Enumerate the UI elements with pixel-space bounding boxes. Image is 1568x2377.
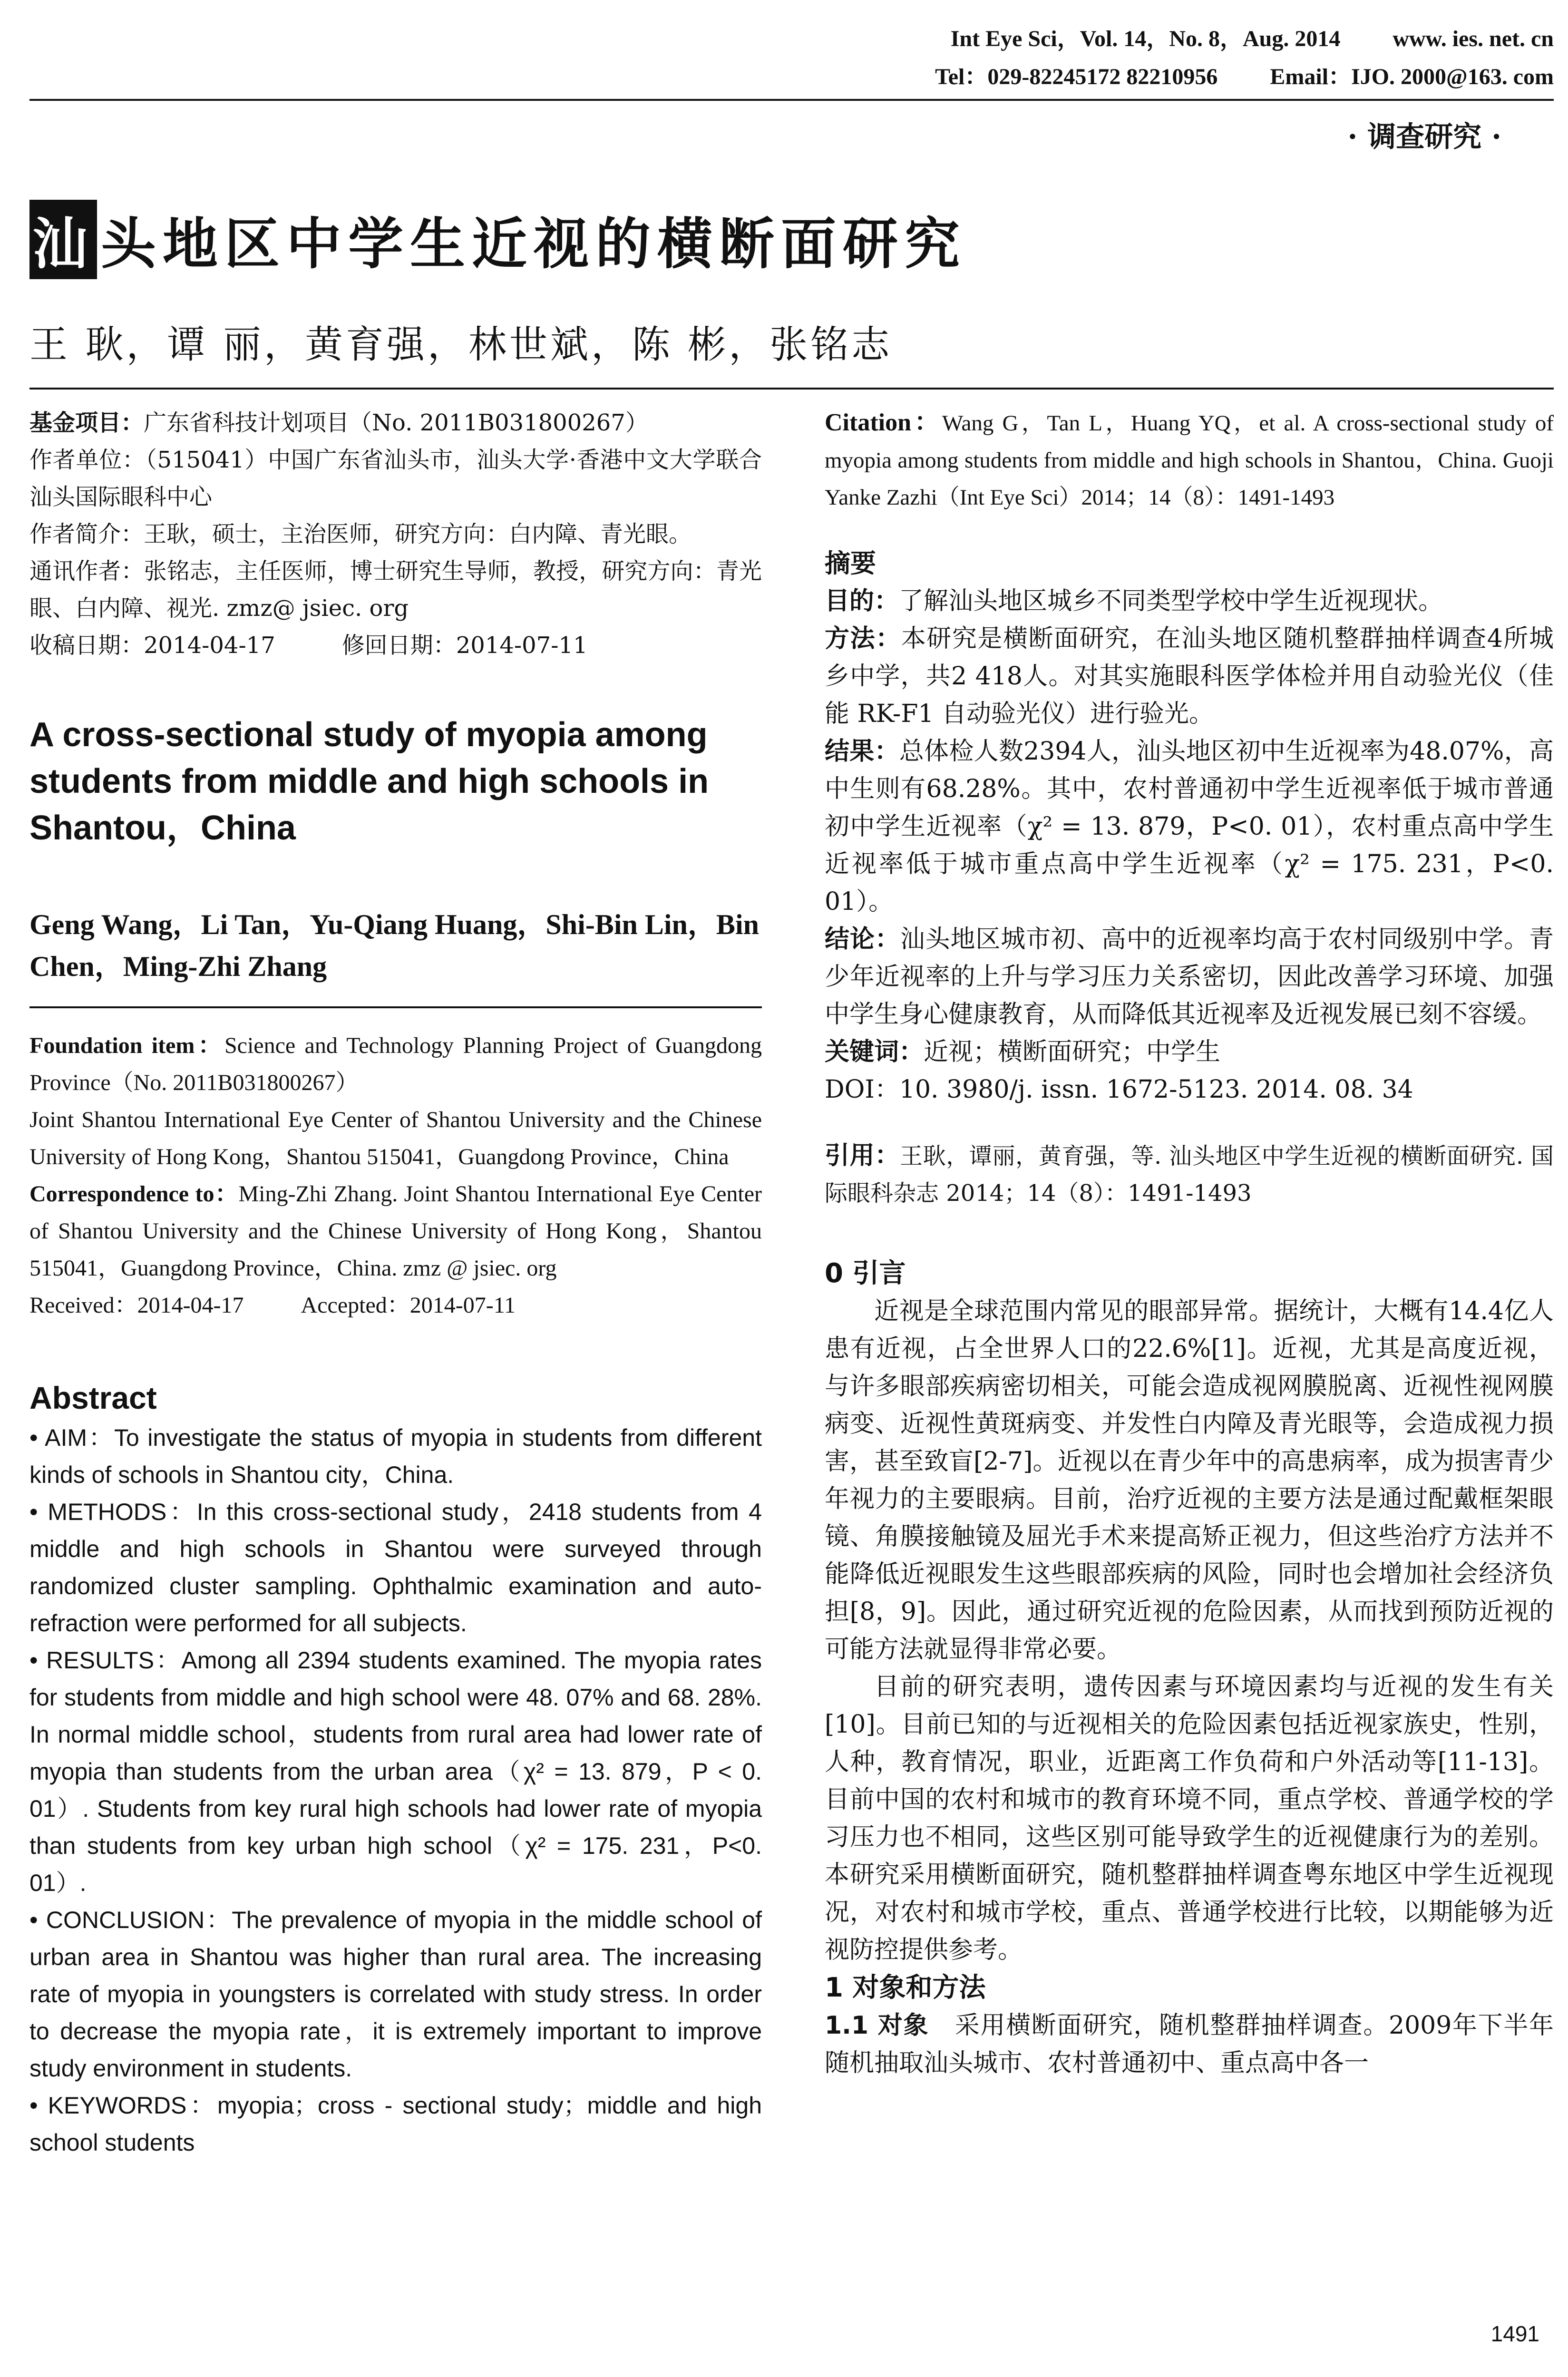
- unit-cn: 作者单位：（515041）中国广东省汕头市，汕头大学·香港中文大学联合汕头国际眼科中心: [29, 447, 762, 510]
- doi: DOI：10. 3980/j. issn. 1672-5123. 2014. 08. 34: [825, 1075, 1413, 1104]
- corr-en: Correspondence to：Ming-Zhi Zhang. Joint Shantou International Eye Center of Shantou University and the Chinese University of Hong Kong，Shantou 515041，Guangdong Province，China. zmz @ jsiec. org: [29, 1181, 762, 1281]
- cn-aim: 目的：了解汕头地区城乡不同类型学校中学生近视现状。: [825, 587, 1443, 615]
- page-number: 1491: [1490, 2321, 1539, 2346]
- english-title: A cross-sectional study of myopia among students from middle and high schools in Shantou，China: [29, 716, 709, 847]
- journal-website: www. ies. net. cn: [1393, 26, 1554, 51]
- header-rule: [29, 99, 1554, 101]
- english-meta: [29, 1027, 762, 1324]
- abstract-conclusion: • CONCLUSION：The prevalence of myopia in the middle school of urban area in Shantou was higher than rural area. The increasing rate of myopia in youngsters is correlated with study stress. In order to decrease the myopia rate，it is extremely important to improve study environment in students.: [29, 1907, 762, 2082]
- corr-cn: 通讯作者：张铭志，主任医师，博士研究生导师，教授，研究方向：青光眼、白内障、视光. zmz@ jsiec. org: [29, 558, 762, 622]
- cn-keywords: 关键词：近视；横断面研究；中学生: [825, 1038, 1221, 1066]
- received-en: Received：2014-04-17: [29, 1293, 244, 1318]
- abstract-heading: Abstract: [29, 1380, 157, 1415]
- intro-paragraph-1: 近视是全球范围内常见的眼部异常。据统计，大概有14.4亿人患有近视，占全世界人口的22.6%[1]。近视，尤其是高度近视，与许多眼部疾病密切相关，可能会造成视网膜脱离、近视性视网膜病变、近视性黄斑病变、并发性白内障及青光眼等，会造成视力损害，甚至致盲[2-7]。近视以在青少年中的高患病率，成为损害青少年视力的主要眼病。目前，治疗近视的主要方法是通过配戴框架眼镜、角膜接触镜及屈光手术来提高矫正视力，但这些治疗方法并不能降低近视眼发生这些眼部疾病的风险，同时也会增加社会经济负担[8，9]。因此，通过研究近视的危险因素，从而找到预防近视的可能方法就显得非常必要。: [825, 1297, 1554, 1664]
- abstract-results: • RESULTS：Among all 2394 students examined. The myopia rates for students from middle and high school were 48. 07% and 68. 28%. In normal middle school，students from rural area had lower rate of myopia than students from the urban area（χ² = 13. 879，P < 0. 01）. Students from key rural high schools had lower rate of myopia than students from key urban high school（χ² = 175. 231，P<0. 01）.: [29, 1647, 762, 1896]
- contact-header: [935, 58, 1554, 91]
- methods-heading: 1 对象和方法: [825, 1972, 986, 2003]
- subjects-paragraph: 1.1 对象 采用横断面研究，随机整群抽样调查。2009年下半年随机抽取汕头城市、农村普通初中、重点高中各一: [825, 2011, 1554, 2077]
- authors-cn: 王 耿，谭 丽，黄育强，林世斌，陈 彬，张铭志: [29, 322, 893, 367]
- abstract-aim: • AIM：To investigate the status of myopia in students from different kinds of schools in Shantou city，China.: [29, 1424, 762, 1488]
- journal-tel: Tel：029-82245172 82210956: [935, 64, 1218, 89]
- foundation-en: Foundation item：Science and Technology Planning Project of Guangdong Province（No. 2011B031800267）: [29, 1033, 762, 1095]
- abstract-en: [29, 1419, 762, 2161]
- abstract-methods: • METHODS：In this cross-sectional study，2418 students from 4 middle and high schools in Shantou were surveyed through randomized cluster sampling. Ophthalmic examination and auto-refraction were performed for all subjects.: [29, 1499, 762, 1637]
- intro-paragraph-2: 目前的研究表明，遗传因素与环境因素均与近视的发生有关[10]。目前已知的与近视相关的危险因素包括近视家族史，性别，人种，教育情况，职业，近距离工作负荷和户外活动等[11-13]。目前中国的农村和城市的教育环境不同，重点学校、普通学校的学习压力也不相同，这些区别可能导致学生的近视健康行为的差别。本研究采用横断面研究，随机整群抽样调查粤东地区中学生近视现况，对农村和城市学校，重点、普通学校进行比较，以期能够为近视防控提供参考。: [825, 1673, 1554, 1964]
- cn-abstract-heading: 摘要: [825, 548, 876, 578]
- bio-cn: 作者简介：王耿，硕士，主治医师，研究方向：白内障、青光眼。: [29, 521, 692, 547]
- cn-results: 结果：总体检人数2394人，汕头地区初中生近视率为48.07%，高中生则有68.28%。其中，农村普通初中学生近视率低于城市普通初中学生近视率（χ² = 13. 879，P<0. 01），农村重点高中学生近视率低于城市重点高中学生近视率（χ² = 175. 231，P<0. 01）。: [825, 737, 1554, 916]
- left-column: [29, 404, 762, 2161]
- title-rule: [29, 388, 1554, 390]
- journal-email: Email：IJO. 2000@163. com: [1270, 64, 1554, 89]
- section-tag: · 调查研究 ·: [1347, 120, 1501, 154]
- dates-en: [29, 1287, 762, 1324]
- dates-cn: [29, 627, 762, 664]
- right-column: [825, 404, 1554, 2082]
- meta-cn: [29, 404, 762, 664]
- cn-conclusion: 结论：汕头地区城市初、高中的近视率均高于农村同级别中学。青少年近视率的上升与学习压力关系密切，因此改善学习环境、加强中学生身心健康教育，从而降低其近视率及近视发展已刻不容缓。: [825, 925, 1554, 1029]
- intro-heading: 0 引言: [825, 1258, 906, 1289]
- citation-cn: 引用：王耿，谭丽，黄育强，等. 汕头地区中学生近视的横断面研究. 国际眼科杂志 2014；14（8）：1491-1493: [825, 1141, 1554, 1207]
- cn-methods: 方法：本研究是横断面研究，在汕头地区随机整群抽样调查4所城乡中学，共2 418人。对其实施眼科医学体检并用自动验光仪（佳能 RK-F1 自动验光仪）进行验光。: [825, 624, 1554, 728]
- accepted-en: Accepted：2014-07-11: [301, 1293, 516, 1318]
- title-rest: 头地区中学生近视的横断面研究: [101, 212, 966, 276]
- foundation-cn: 基金项目：广东省科技计划项目（No. 2011B031800267）: [29, 409, 648, 436]
- english-authors: Geng Wang，Li Tan，Yu-Qiang Huang，Shi-Bin Lin，Bin Chen，Ming-Zhi Zhang: [29, 909, 759, 982]
- journal-info: Int Eye Sci，Vol. 14，No. 8，Aug. 2014: [950, 26, 1341, 51]
- article-title: [29, 200, 966, 279]
- received-cn: 收稿日期：2014-04-17: [29, 632, 275, 659]
- english-rule: [29, 1006, 762, 1008]
- citation-en: Citation：Wang G，Tan L，Huang YQ，et al. A cross-sectional study of myopia among students from middle and high schools in Shantou，China. Guoji Yanke Zazhi（Int Eye Sci）2014；14（8）：1491-1493: [825, 409, 1554, 510]
- revised-cn: 修回日期：2014-07-11: [341, 632, 588, 659]
- cn-abstract: [825, 583, 1554, 1109]
- abstract-keywords: • KEYWORDS：myopia；cross - sectional study；middle and high school students: [29, 2092, 762, 2156]
- journal-header: [951, 20, 1554, 53]
- affiliation-en: Joint Shantou International Eye Center of Shantou University and the Chinese University of Hong Kong，Shantou 515041，Guangdong Province，China: [29, 1107, 762, 1169]
- title-first-char: 汕: [29, 200, 97, 279]
